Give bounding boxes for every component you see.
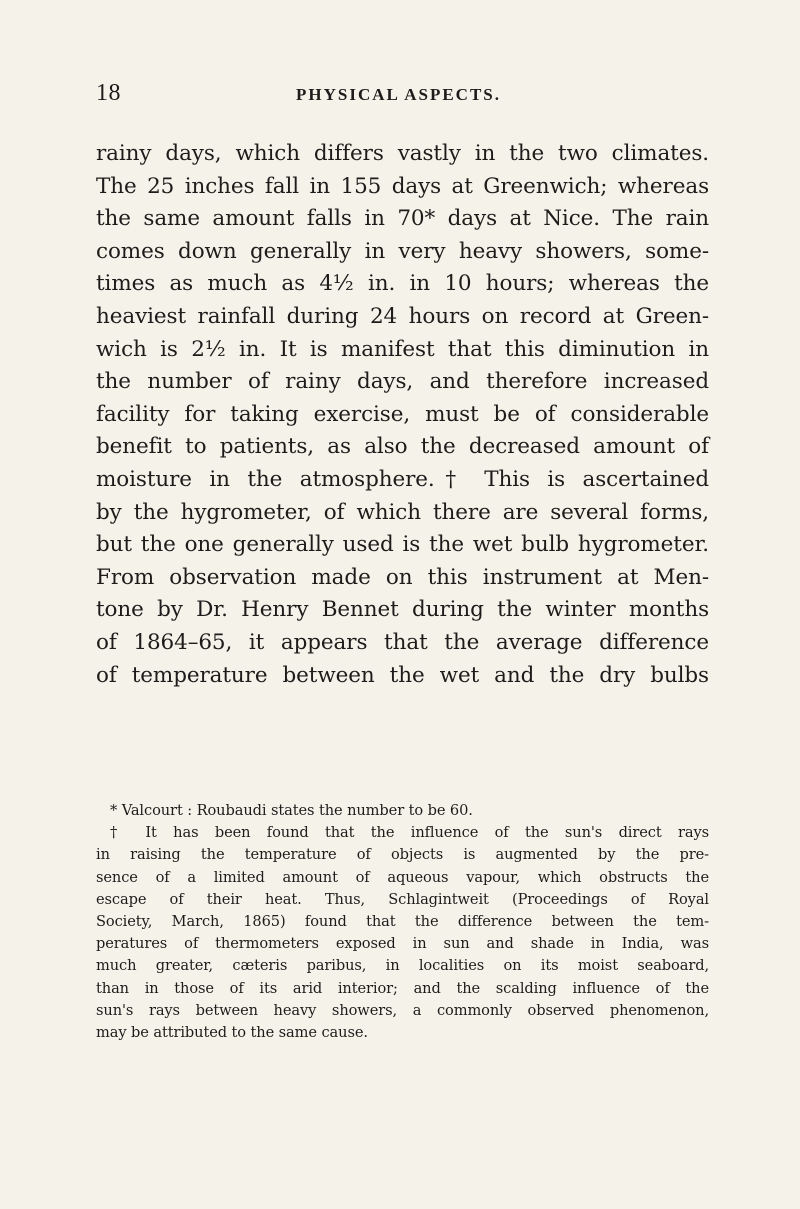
- body-paragraph: [96, 138, 709, 692]
- running-head: PHYSICAL ASPECTS.: [296, 85, 501, 104]
- footnotes: [96, 800, 709, 1044]
- footnote-line: than in those of its arid interior; and the scalding influence of the: [96, 979, 709, 997]
- footnote-line: sun's rays between heavy showers, a commonly observed phenomenon,: [96, 1001, 709, 1019]
- text-line: by the hygrometer, of which there are several forms,: [96, 499, 709, 525]
- footnote-line: sence of a limited amount of aqueous vapour, which obstructs the: [96, 868, 709, 886]
- text-line: From observation made on this instrument at Men-: [96, 564, 709, 590]
- footnote-line: in raising the temperature of objects is augmented by the pre-: [96, 846, 709, 864]
- footnote-dagger: † It has been found that the influence of the sun's direct rays: [110, 824, 709, 842]
- text-line: the number of rainy days, and therefore increased: [96, 369, 709, 395]
- footnote-line: peratures of thermometers exposed in sun and shade in India, was: [96, 935, 709, 953]
- text-line: rainy days, which differs vastly in the two climates.: [96, 141, 709, 166]
- text-line: of 1864–65, it appears that the average difference: [96, 629, 709, 655]
- footnote-line: may be attributed to the same cause.: [96, 1023, 368, 1041]
- text-line: times as much as 4½ in. in 10 hours; whereas the: [96, 271, 709, 297]
- footnote-line: much greater, cæteris paribus, in localities on its moist seaboard,: [96, 957, 709, 975]
- text-line: tone by Dr. Henry Bennet during the winter months: [96, 597, 709, 623]
- text-line: but the one generally used is the wet bulb hygrometer.: [96, 532, 709, 558]
- text-line: of temperature between the wet and the dry bulbs: [96, 662, 709, 688]
- text-line: wich is 2½ in. It is manifest that this diminution in: [96, 336, 709, 362]
- text-line: benefit to patients, as also the decreased amount of: [96, 434, 709, 460]
- text-line: facility for taking exercise, must be of considerable: [96, 401, 709, 427]
- page-number: 18: [96, 80, 121, 106]
- text-line: comes down generally in very heavy showers, some-: [96, 238, 709, 264]
- footnote-asterisk: * Valcourt : Roubaudi states the number to be 60.: [110, 802, 473, 819]
- text-line: moisture in the atmosphere.† This is ascertained: [96, 466, 709, 492]
- text-line: The 25 inches fall in 155 days at Greenwich; whereas: [96, 173, 709, 199]
- text-line: the same amount falls in 70* days at Nice. The rain: [96, 206, 709, 232]
- footnote-line: escape of their heat. Thus, Schlagintweit (Proceedings of Royal: [96, 890, 709, 908]
- page-header: [96, 80, 716, 110]
- text-line: heaviest rainfall during 24 hours on record at Green-: [96, 303, 709, 329]
- footnote-line: Society, March, 1865) found that the difference between the tem-: [96, 912, 709, 930]
